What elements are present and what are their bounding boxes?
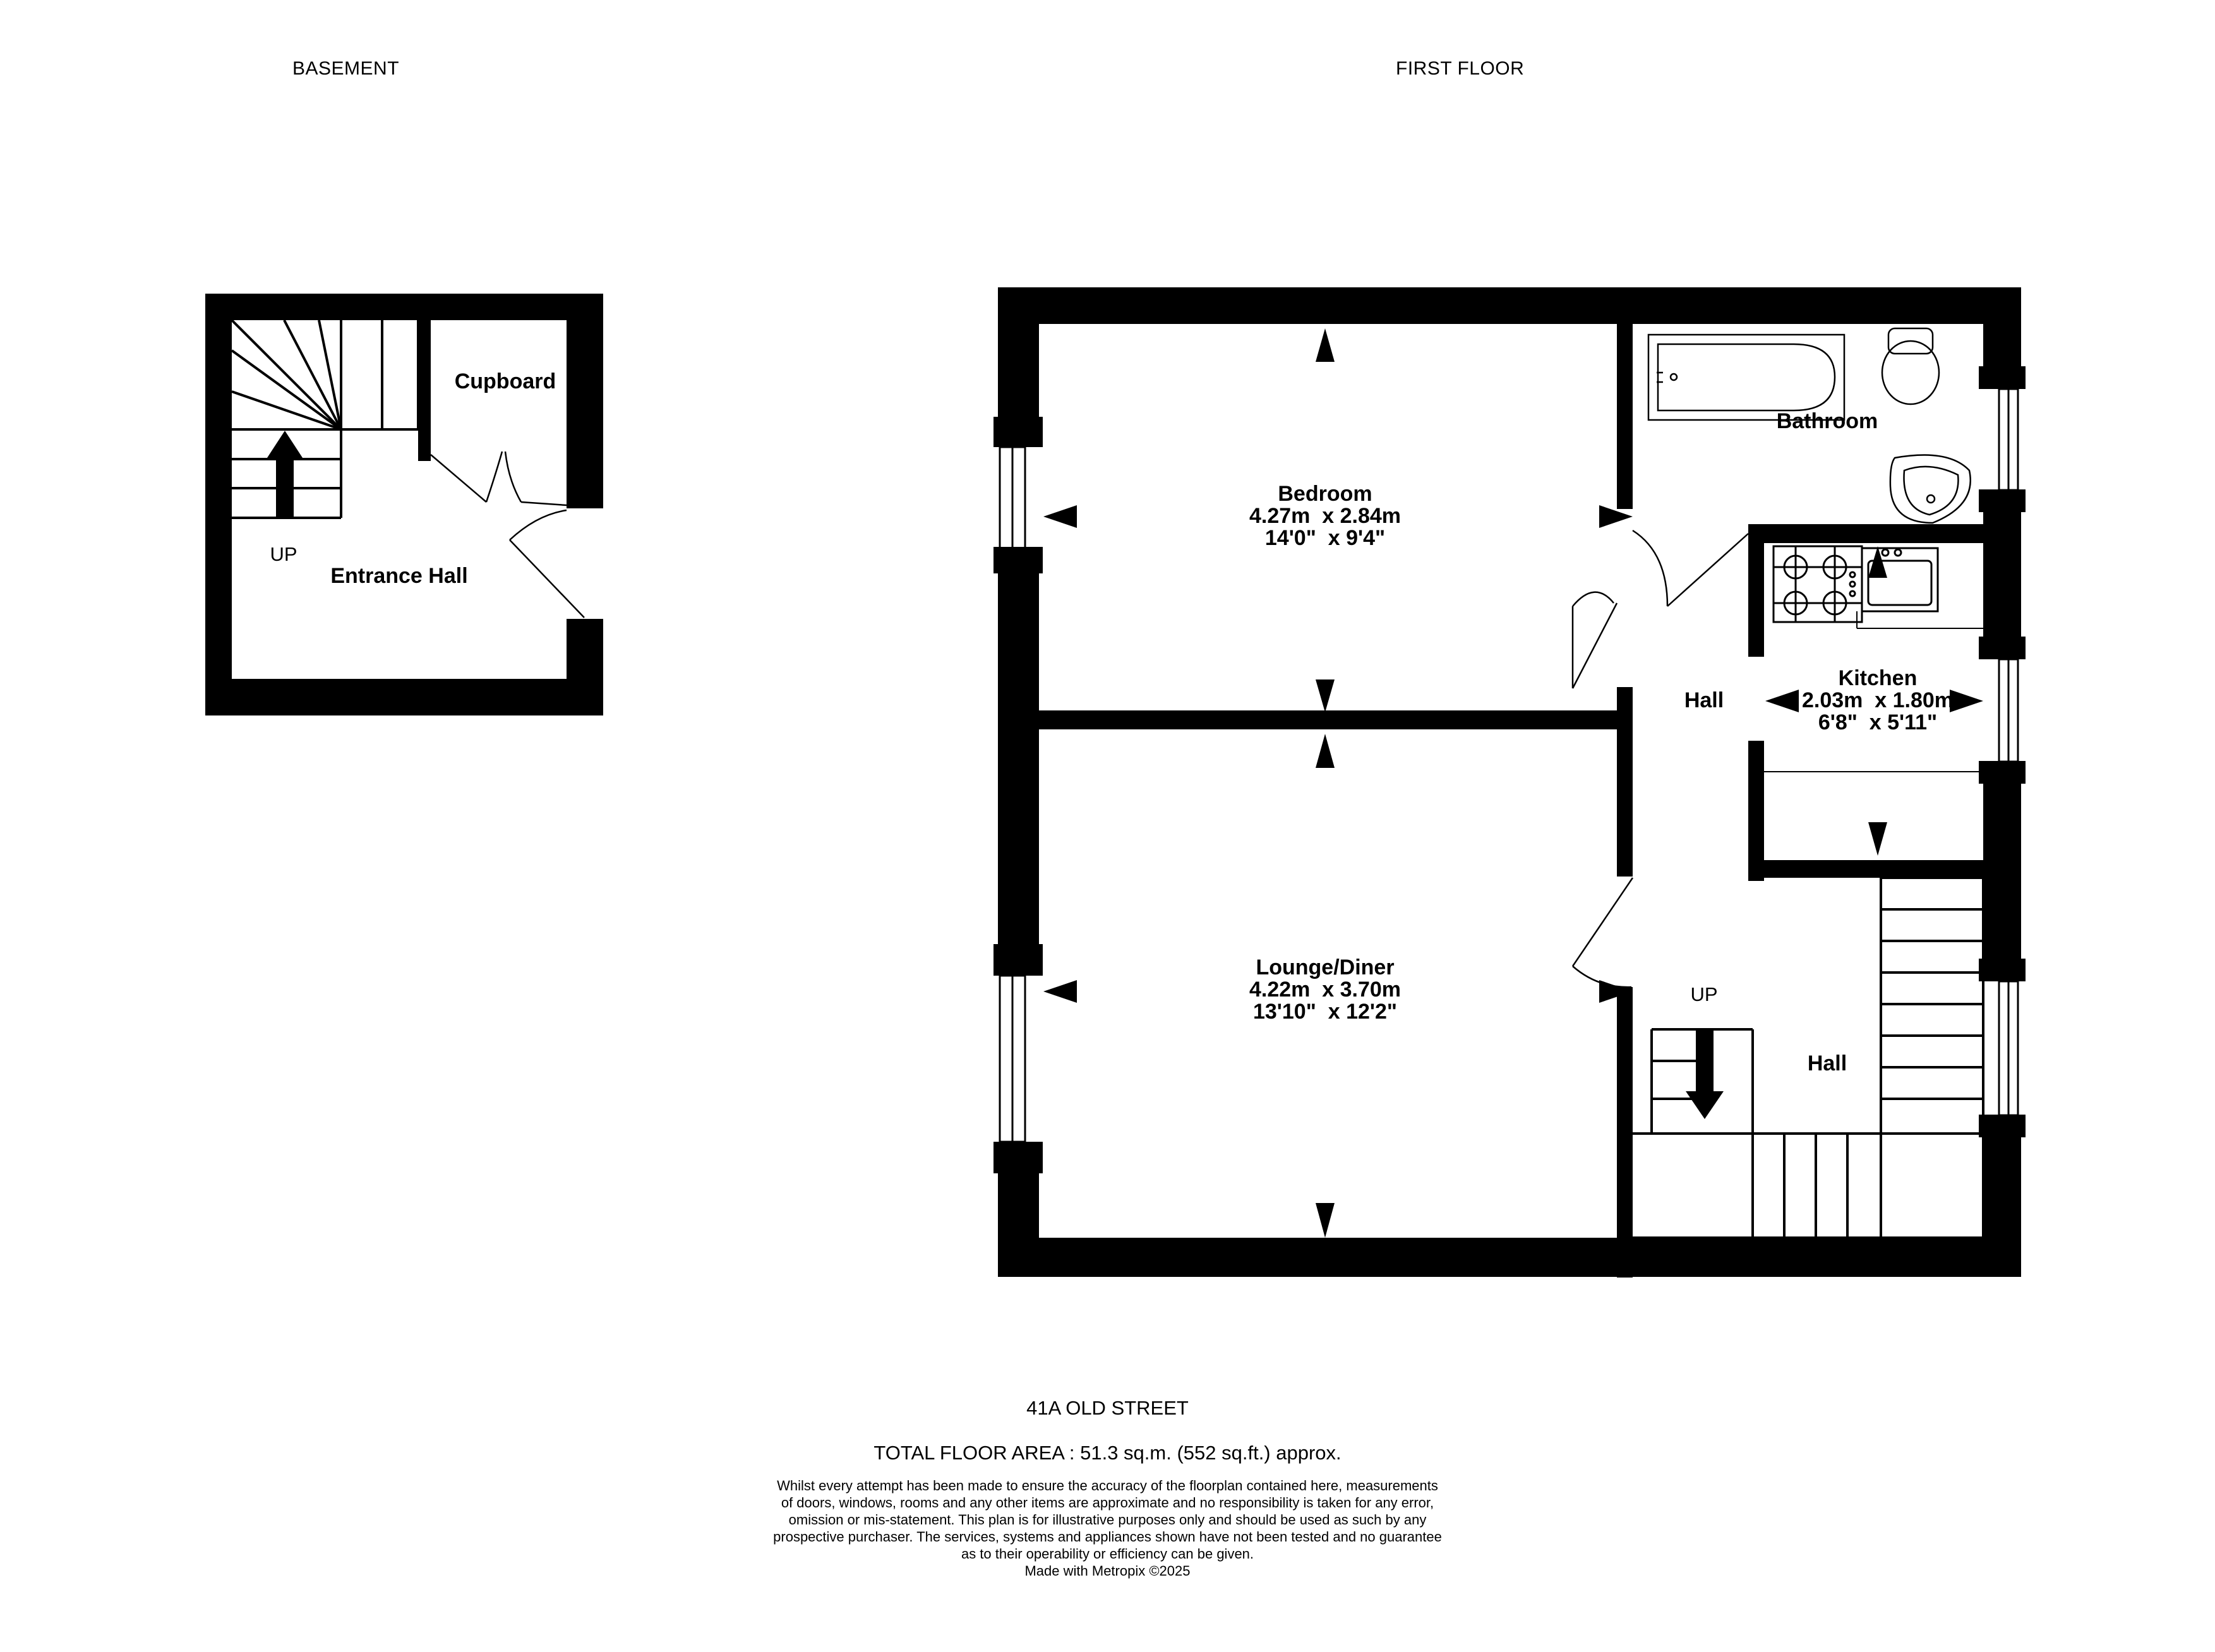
disclaimer-line: as to their operability or efficiency can be given. [961,1546,1254,1562]
room-label-entrance-hall: Entrance Hall [330,564,468,588]
room-label-cupboard: Cupboard [454,369,556,393]
washbasin-icon [1890,455,1971,524]
basement-title: BASEMENT [292,58,400,79]
stair-arrow-icon [266,431,304,518]
room-label-kitchen: Kitchen [1838,666,1918,690]
basement-walls [205,294,603,715]
room-dim-kitchen-imperial: 6'8" x 5'11" [1818,710,1938,734]
disclaimer-line: omission or mis-statement. This plan is for illustrative purposes only and should be used as such by any [788,1512,1427,1528]
room-dim-bedroom-imperial: 14'0" x 9'4" [1264,526,1386,550]
toilet-icon [1882,328,1939,404]
room-dim-bedroom-metric: 4.27m x 2.84m [1249,504,1402,528]
credit: Made with Metropix ©2025 [1024,1563,1191,1579]
room-label-hall-upper: Hall [1684,688,1724,712]
disclaimer [0,1477,2215,1579]
room-dim-lounge-metric: 4.22m x 3.70m [1249,978,1402,1002]
disclaimer-line: of doors, windows, rooms and any other items are approximate and no responsibility is taken for any error, [781,1495,1434,1511]
room-label-bathroom: Bathroom [1776,409,1878,433]
property-name: 41A OLD STREET [1026,1397,1189,1419]
cupboard-doors [431,452,567,505]
hob-icon [1774,546,1862,622]
windows [1000,389,2018,1142]
total-floor-area: TOTAL FLOOR AREA : 51.3 sq.m. (552 sq.ft.) approx. [873,1442,1342,1464]
room-label-bedroom: Bedroom [1278,482,1372,506]
first-floor-plan [993,287,2026,1278]
first-floor-stair-label: UP [1690,983,1718,1005]
disclaimer-line: prospective purchaser. The services, systems and appliances shown have not been tested and no guarantee [773,1529,1442,1545]
disclaimer-line: Whilst every attempt has been made to ensure the accuracy of the floorplan contained here, measurements [777,1478,1438,1493]
bath-icon [1648,335,1844,420]
kitchen-sink-icon [1862,548,1938,611]
entrance-door [510,510,584,618]
basement-stair-label: UP [270,543,297,565]
first-floor-doors [1573,530,1748,987]
room-label-lounge-diner: Lounge/Diner [1256,955,1395,979]
dimension-arrow-icon [1043,328,1983,1238]
room-label-hall-lower: Hall [1807,1051,1847,1075]
basement-plan [205,294,603,715]
basement-stairs [232,320,418,518]
stair-arrow-icon [1686,1029,1724,1119]
room-dim-lounge-imperial: 13'10" x 12'2" [1252,1000,1398,1024]
first-floor-walls [993,287,2026,1278]
first-floor-title: FIRST FLOOR [1396,58,1525,79]
room-dim-kitchen-metric: 2.03m x 1.80m [1801,688,1954,712]
